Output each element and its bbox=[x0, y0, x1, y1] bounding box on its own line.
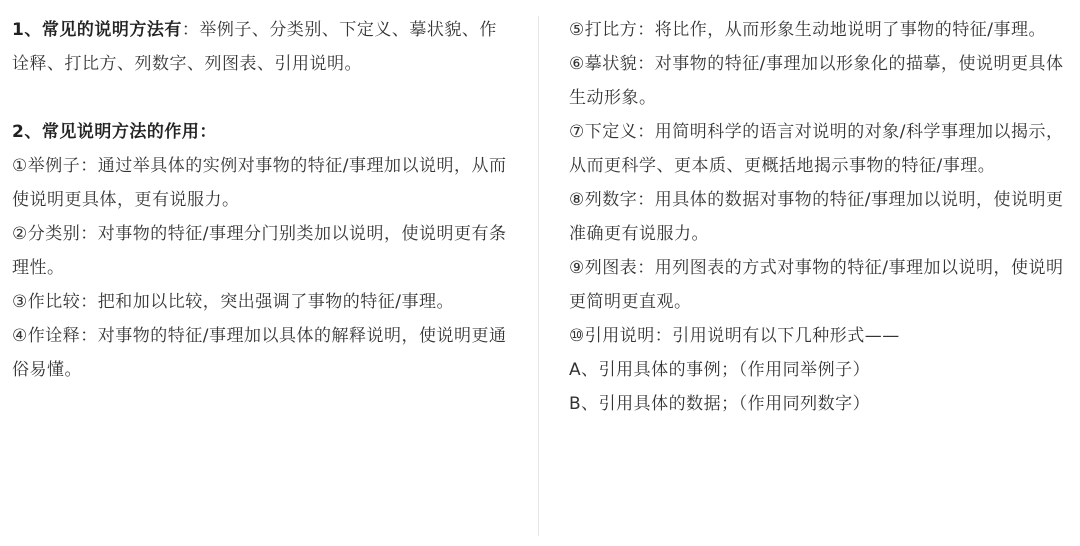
method-item-charts: ⑨列图表：用列图表的方式对事物的特征/事理加以说明，使说明更简明更直观。 bbox=[569, 258, 1064, 312]
method-item-definition: ⑦下定义：用简明科学的语言对说明的对象/科学事理加以揭示，从而更科学、更本质、更概括地揭示事物的特征/事理。 bbox=[569, 122, 1064, 176]
methods-list-paragraph bbox=[12, 13, 507, 81]
paragraph-spacer bbox=[12, 81, 507, 115]
method-item-classification: ②分类别：对事物的特征/事理分门别类加以说明，使说明更有条理性。 bbox=[12, 224, 507, 278]
left-column bbox=[12, 13, 507, 387]
column-divider bbox=[538, 16, 539, 536]
method-item-explanation: ④作诠释：对事物的特征/事理加以具体的解释说明，使说明更通俗易懂。 bbox=[12, 326, 507, 380]
right-column bbox=[569, 13, 1069, 421]
methods-list-text: ：举例子、分类别、下定义、摹状貌、作诠释、打比方、列数字、列图表、引用说明。 bbox=[12, 20, 497, 74]
method-item-description: ⑥摹状貌：对事物的特征/事理加以形象化的描摹，使说明更具体生动形象。 bbox=[569, 54, 1064, 108]
method-item-numbers: ⑧列数字：用具体的数据对事物的特征/事理加以说明，使说明更准确更有说服力。 bbox=[569, 190, 1064, 244]
methods-heading: 1、常见的说明方法有 bbox=[12, 20, 182, 40]
citation-form-a: A、引用具体的事例；（作用同举例子） bbox=[569, 360, 871, 380]
method-item-comparison: ③作比较：把和加以比较，突出强调了事物的特征/事理。 bbox=[12, 292, 454, 312]
method-item-example: ①举例子：通过举具体的实例对事物的特征/事理加以说明，从而使说明更具体，更有说服力。 bbox=[12, 156, 507, 210]
method-item-citation: ⑩引用说明：引用说明有以下几种形式—— bbox=[569, 326, 900, 346]
functions-heading: 2、常见说明方法的作用： bbox=[12, 122, 217, 142]
citation-form-b: B、引用具体的数据；（作用同列数字） bbox=[569, 394, 871, 414]
method-item-analogy: ⑤打比方：将比作，从而形象生动地说明了事物的特征/事理。 bbox=[569, 20, 1046, 40]
